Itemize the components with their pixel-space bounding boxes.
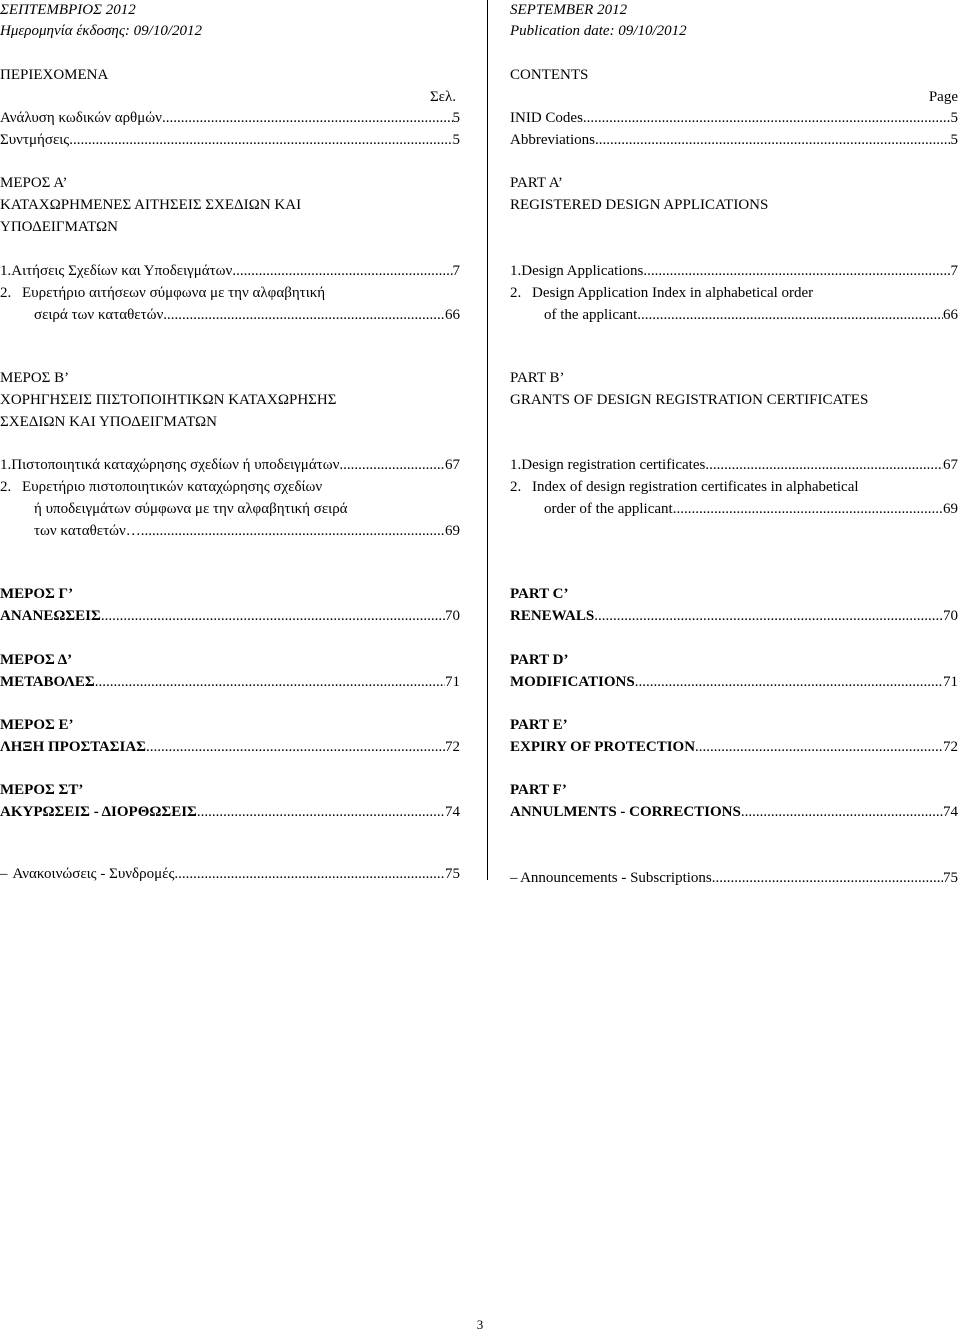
publication-date: Ημερομηνία έκδοσης: 09/10/2012 xyxy=(0,23,202,39)
contents-title: CONTENTS xyxy=(510,67,589,83)
toc-entry: ή υποδειγμάτων σύμφωνα με την αλφαβητική σειρά xyxy=(34,501,348,517)
toc-entry[interactable]: Ανάλυση κωδικών αρθμών ..... 5 xyxy=(0,108,460,128)
toc-entry[interactable]: 1. Πιστοποιητικά καταχώρησης σχεδίων ή υποδειγμάτων. ..... 67 xyxy=(0,455,460,475)
part-a-heading: PART A’ xyxy=(510,175,563,191)
publication-date: Publication date: 09/10/2012 xyxy=(510,23,687,39)
part-e-heading: PART E’ xyxy=(510,717,568,733)
toc-entry[interactable]: EXPIRY OF PROTECTION ..... 72 xyxy=(510,737,958,757)
part-d-heading: ΜΕΡΟΣ Δ’ xyxy=(0,652,73,668)
toc-entry[interactable]: ANNULMENTS - CORRECTIONS ..... 74 xyxy=(510,802,958,822)
part-b-title: GRANTS OF DESIGN REGISTRATION CERTIFICATES xyxy=(510,392,869,408)
part-e-heading: ΜΕΡΟΣ Ε’ xyxy=(0,717,74,733)
issue-month: ΣΕΠΤΕΜΒΡΙΟΣ 2012 xyxy=(0,2,136,18)
toc-entry[interactable]: order of the applicant ..... 69 xyxy=(510,499,958,519)
part-c-heading: PART C’ xyxy=(510,586,569,602)
part-d-heading: PART D’ xyxy=(510,652,569,668)
toc-entry[interactable]: Συντμήσεις ..... 5 xyxy=(0,130,460,150)
part-f-heading: ΜΕΡΟΣ ΣΤ’ xyxy=(0,782,84,798)
column-divider xyxy=(487,0,488,880)
toc-entry[interactable]: of the applicant.. ..... 66 xyxy=(510,305,958,325)
toc-entry[interactable]: MODIFICATIONS ..... 71 xyxy=(510,672,958,692)
toc-entry[interactable]: 1. Αιτήσεις Σχεδίων και Υποδειγμάτων ..... 7 xyxy=(0,261,460,281)
page-column-label: Page xyxy=(928,89,958,105)
toc-entry: 2. Index of design registration certificates in alphabetical xyxy=(510,479,859,495)
part-a-heading: ΜΕΡΟΣ Α’ xyxy=(0,175,68,191)
part-b-title: ΧΟΡΗΓΗΣΕΙΣ ΠΙΣΤΟΠΟΙΗΤΙΚΩΝ ΚΑΤΑΧΩΡΗΣΗΣ xyxy=(0,392,337,408)
part-a-title: ΥΠΟΔΕΙΓΜΑΤΩΝ xyxy=(0,219,118,235)
toc-entry[interactable]: – Ανακοινώσεις - Συνδρομές ..... 75 xyxy=(0,864,460,884)
toc-entry[interactable]: ΛΗΞΗ ΠΡΟΣΤΑΣΙΑΣ ..... 72 xyxy=(0,737,460,757)
toc-entry[interactable]: 1. Design Applications ..... 7 xyxy=(510,261,958,281)
toc-entry: 2. Ευρετήριο αιτήσεων σύμφωνα με την αλφαβητική xyxy=(0,285,326,301)
part-b-title: ΣΧΕΔΙΩΝ ΚΑΙ ΥΠΟΔΕΙΓΜΑΤΩΝ xyxy=(0,414,217,430)
toc-entry[interactable]: INID Codes ..... 5 xyxy=(510,108,958,128)
toc-entry[interactable]: ΑΝΑΝΕΩΣΕΙΣ ..... 70 xyxy=(0,606,460,626)
part-a-title: ΚΑΤΑΧΩΡΗΜΕΝΕΣ ΑΙΤΗΣΕΙΣ ΣΧΕΔΙΩΝ ΚΑΙ xyxy=(0,197,302,213)
toc-entry[interactable]: Abbreviations ..... 5 xyxy=(510,130,958,150)
part-c-heading: ΜΕΡΟΣ Γ’ xyxy=(0,586,74,602)
toc-entry[interactable]: 1. Design registration certificates ..... 67 xyxy=(510,455,958,475)
part-f-heading: PART F’ xyxy=(510,782,567,798)
toc-entry[interactable]: των καταθετών… ..... 69 xyxy=(0,521,460,541)
toc-entry[interactable]: RENEWALS ..... 70 xyxy=(510,606,958,626)
part-a-title: REGISTERED DESIGN APPLICATIONS xyxy=(510,197,769,213)
toc-entry[interactable]: ΑΚΥΡΩΣΕΙΣ - ΔΙΟΡΘΩΣΕΙΣ ..... 74 xyxy=(0,802,460,822)
part-b-heading: ΜΕΡΟΣ Β’ xyxy=(0,370,70,386)
toc-entry[interactable]: ΜΕΤΑΒΟΛΕΣ ..... 71 xyxy=(0,672,460,692)
contents-title: ΠΕΡΙΕΧΟΜΕΝΑ xyxy=(0,67,109,83)
toc-entry: 2. Design Application Index in alphabetical order xyxy=(510,285,814,301)
page-column-label: Σελ. xyxy=(429,89,456,105)
toc-entry[interactable]: – Announcements - Subscriptions ..... 75 xyxy=(510,868,958,888)
toc-entry: 2. Ευρετήριο πιστοποιητικών καταχώρησης σχεδίων xyxy=(0,479,323,495)
part-b-heading: PART B’ xyxy=(510,370,565,386)
page-number: 3 xyxy=(476,1317,484,1332)
toc-entry[interactable]: σειρά των καταθετών ..... 66 xyxy=(0,305,460,325)
issue-month: SEPTEMBER 2012 xyxy=(510,2,628,18)
